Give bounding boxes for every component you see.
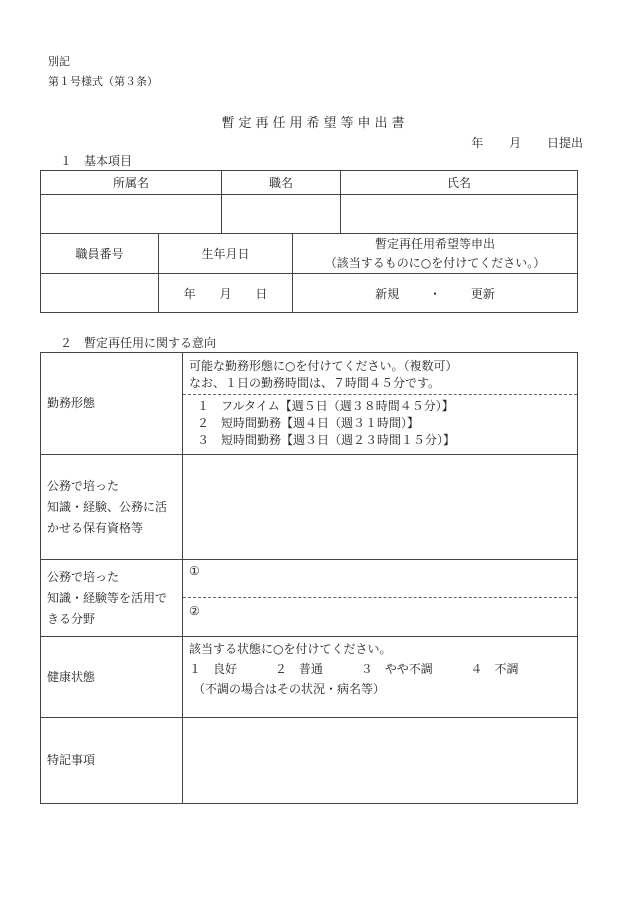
knowledge-label-line3: かせる保有資格等 bbox=[47, 520, 144, 535]
request-label: 暫定再任用希望等申出 bbox=[375, 236, 496, 251]
work-instruction-1: 可能な勤務形態に○を付けてください。（複数可） bbox=[189, 359, 458, 373]
health-note: （不調の場合はその状況・病名等） bbox=[193, 682, 386, 696]
work-option-3days[interactable]: ３ 短時間勤務【週３日（週２３時間１５分）】 bbox=[197, 433, 456, 447]
knowledge-field[interactable] bbox=[183, 455, 578, 560]
staff-number-field[interactable] bbox=[41, 274, 159, 313]
position-field[interactable] bbox=[222, 195, 341, 234]
work-style-cell bbox=[183, 353, 578, 455]
name-field[interactable] bbox=[341, 195, 578, 234]
form-number: 第１号様式（第３条） bbox=[48, 75, 158, 88]
field-entry-1[interactable]: ① bbox=[189, 564, 200, 578]
work-option-4days[interactable]: ２ 短時間勤務【週４日（週３１時間）】 bbox=[197, 416, 420, 430]
knowledge-label bbox=[41, 455, 183, 560]
special-notes-label: 特記事項 bbox=[41, 718, 183, 804]
work-options-divider bbox=[183, 394, 577, 395]
fields-label-line1: 公務で培った bbox=[47, 569, 120, 584]
special-notes-field[interactable] bbox=[183, 718, 578, 804]
date-year: 年 bbox=[471, 136, 484, 150]
work-option-fulltime[interactable]: １ フルタイム【週５日（週３８時間４５分）】 bbox=[197, 399, 454, 413]
work-style-label: 勤務形態 bbox=[41, 353, 183, 455]
health-option-slightly-unwell[interactable]: ３ やや不調 bbox=[360, 662, 433, 676]
basic-info-table bbox=[40, 170, 578, 313]
work-instruction-2: なお、１日の勤務時間は、７時間４５分です。 bbox=[189, 376, 441, 390]
annex-label: 別記 bbox=[48, 55, 70, 68]
fields-label-line2: 知識・経験等を活用で bbox=[47, 590, 168, 605]
health-label: 健康状態 bbox=[41, 637, 183, 718]
health-option-normal[interactable]: ２ 普通 bbox=[274, 662, 323, 676]
position-header: 職名 bbox=[222, 171, 341, 195]
document-title: 暫定再任用希望等申出書 bbox=[221, 116, 409, 131]
section2-heading: ２ 暫定再任用に関する意向 bbox=[60, 336, 217, 350]
request-options bbox=[293, 274, 578, 313]
section1-heading: １ 基本項目 bbox=[60, 154, 133, 168]
birth-day: 日 bbox=[255, 286, 268, 301]
health-option-good[interactable]: １ 良好 bbox=[189, 662, 238, 676]
staff-number-header: 職員番号 bbox=[41, 234, 159, 274]
birthdate-field[interactable] bbox=[159, 274, 293, 313]
submission-date bbox=[461, 134, 583, 151]
fields-cell bbox=[183, 560, 578, 637]
fields-label bbox=[41, 560, 183, 637]
field-entry-2[interactable]: ② bbox=[183, 597, 577, 636]
name-header: 氏名 bbox=[341, 171, 578, 195]
date-month: 月 bbox=[509, 136, 522, 150]
affiliation-header: 所属名 bbox=[41, 171, 222, 195]
birth-year: 年 bbox=[183, 286, 196, 301]
birth-month: 月 bbox=[219, 286, 232, 301]
request-note: （該当するものに○を付けてください。） bbox=[324, 255, 546, 270]
health-options bbox=[183, 659, 577, 679]
fields-label-line3: きる分野 bbox=[47, 611, 96, 626]
knowledge-label-line2: 知識・経験、公務に活 bbox=[47, 499, 168, 514]
affiliation-field[interactable] bbox=[41, 195, 222, 234]
health-option-unwell[interactable]: ４ 不調 bbox=[470, 662, 519, 676]
date-day: 日提出 bbox=[546, 136, 583, 150]
option-new[interactable]: 新規 bbox=[375, 286, 400, 301]
health-instruction: 該当する状態に○を付けてください。 bbox=[189, 642, 392, 656]
option-renew[interactable]: 更新 bbox=[470, 286, 495, 301]
option-separator: ・ bbox=[429, 286, 442, 301]
intent-table bbox=[40, 352, 578, 804]
health-cell bbox=[183, 637, 578, 718]
birthdate-header: 生年月日 bbox=[159, 234, 293, 274]
request-header bbox=[293, 234, 578, 274]
knowledge-label-line1: 公務で培った bbox=[47, 478, 120, 493]
